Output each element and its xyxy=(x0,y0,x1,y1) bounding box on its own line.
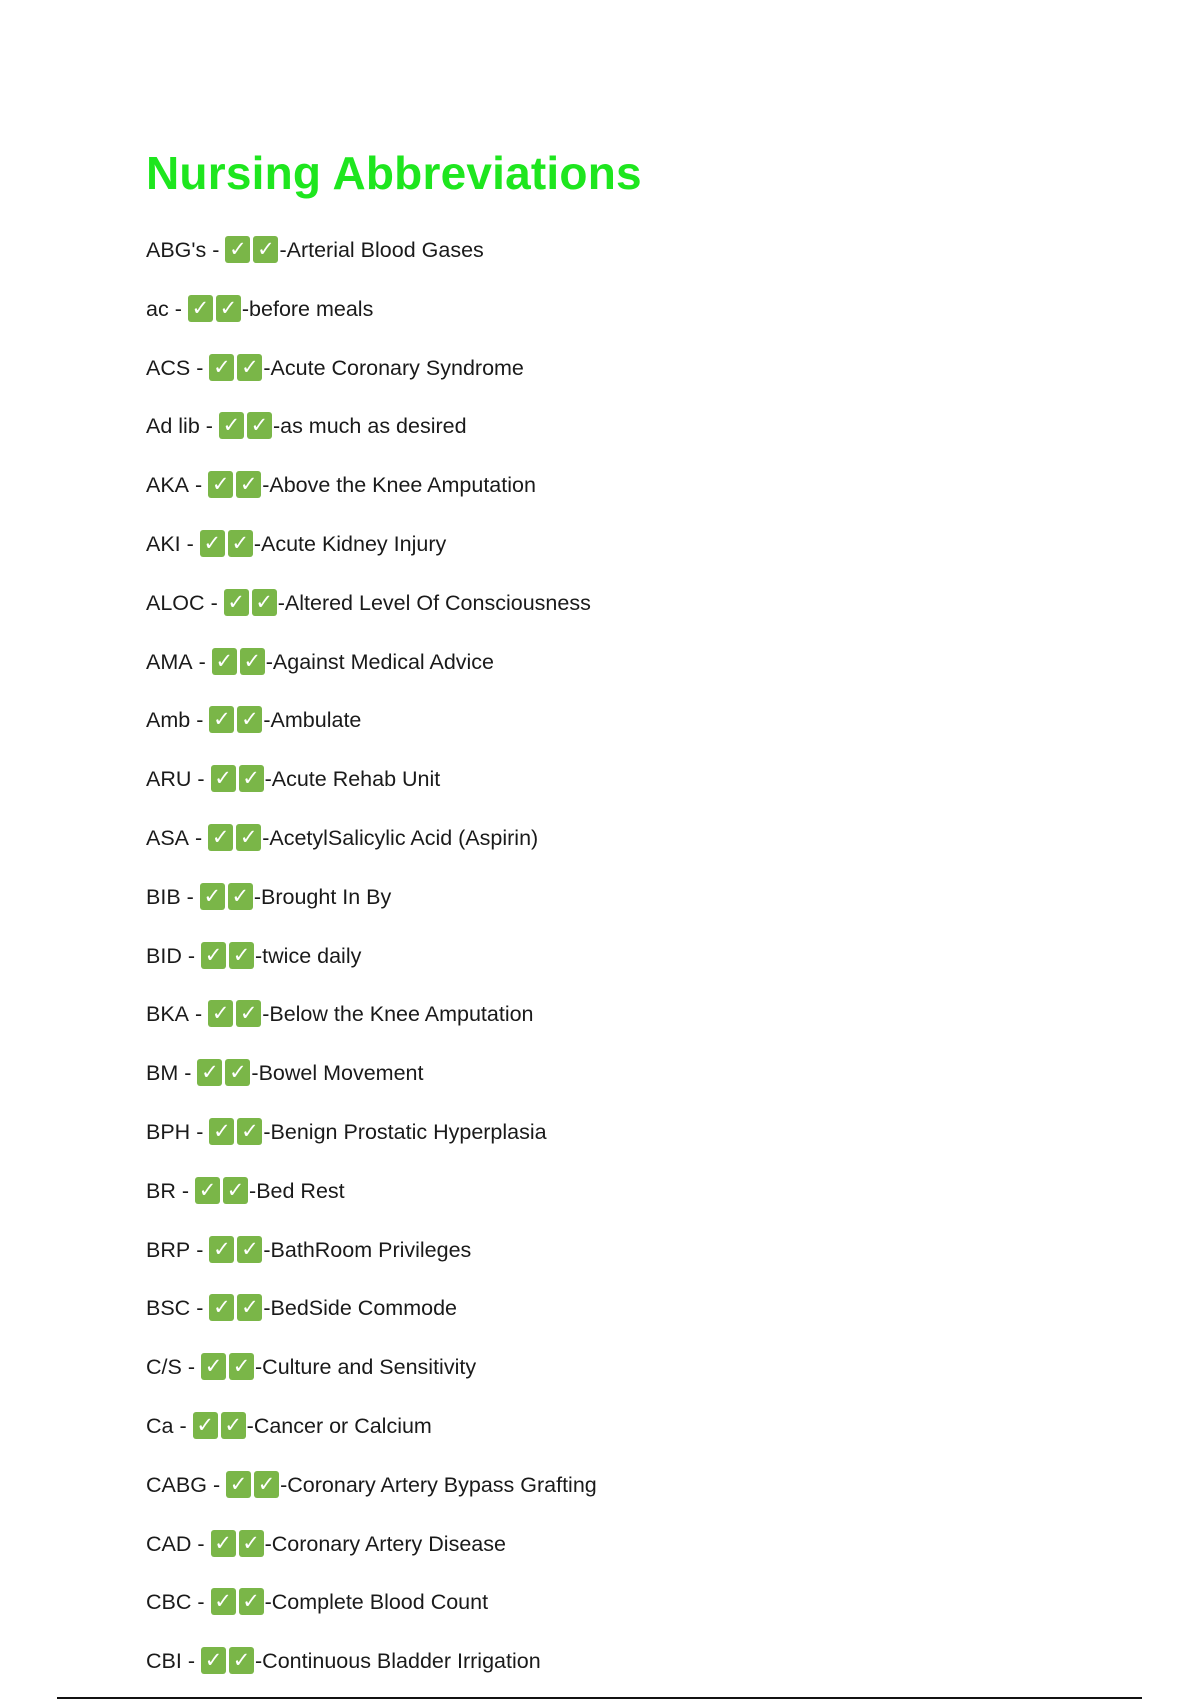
separator-dash: - xyxy=(195,825,203,850)
list-item xyxy=(146,1236,597,1295)
separator-dash: - xyxy=(187,943,196,968)
check-mark-icon: ✓ xyxy=(224,589,249,616)
list-item xyxy=(146,295,597,354)
check-mark-icon: ✓ xyxy=(209,1236,234,1263)
check-mark-icon: ✓ xyxy=(219,412,244,439)
abbreviation-term: BRP xyxy=(146,1237,191,1262)
check-mark-icon: ✓ xyxy=(237,354,262,381)
abbreviation-definition: -before meals xyxy=(241,296,374,321)
separator-dash: - xyxy=(198,649,206,674)
check-mark-icon: ✓ xyxy=(236,824,261,851)
check-mark-icon: ✓ xyxy=(252,589,277,616)
abbreviation-definition: -Against Medical Advice xyxy=(265,649,495,674)
separator-dash: - xyxy=(212,238,220,262)
abbreviation-term: CBC xyxy=(146,1590,192,1615)
check-mark-icon: ✓ xyxy=(237,1118,262,1145)
check-mark-icon: ✓ xyxy=(211,1588,236,1615)
list-item xyxy=(146,765,597,824)
list-item xyxy=(146,236,597,295)
separator-dash: - xyxy=(179,1413,187,1438)
check-mark-icon: ✓ xyxy=(216,295,241,322)
separator-dash: - xyxy=(212,1472,221,1497)
abbreviation-definition: -as much as desired xyxy=(272,414,467,439)
list-item xyxy=(146,1588,597,1647)
separator-dash: - xyxy=(195,1002,203,1027)
check-mark-icon: ✓ xyxy=(239,1588,264,1615)
abbreviation-definition: -Acute Coronary Syndrome xyxy=(263,355,524,380)
check-mark-icon: ✓ xyxy=(200,530,225,557)
abbreviation-term: C/S xyxy=(146,1355,182,1380)
abbreviation-term: Ad lib xyxy=(146,414,200,439)
separator-dash: - xyxy=(196,708,204,733)
abbreviation-definition: -Ambulate xyxy=(263,708,362,733)
check-mark-icon: ✓ xyxy=(208,471,233,498)
abbreviation-term: ARU xyxy=(146,767,192,792)
check-mark-icon: ✓ xyxy=(236,1000,261,1027)
list-item xyxy=(146,1530,597,1589)
list-item xyxy=(146,648,597,707)
abbreviation-term: BIB xyxy=(146,884,181,909)
separator-dash: - xyxy=(184,1061,192,1086)
check-mark-icon: ✓ xyxy=(247,412,272,439)
check-mark-icon: ✓ xyxy=(223,1177,248,1204)
abbreviation-definition: -twice daily xyxy=(255,943,362,968)
abbreviation-definition: -Brought In By xyxy=(253,884,392,909)
check-mark-icon: ✓ xyxy=(229,1353,254,1380)
list-item xyxy=(146,1177,597,1236)
check-mark-icon: ✓ xyxy=(201,942,226,969)
list-item xyxy=(146,1059,597,1118)
abbreviation-term: Ca xyxy=(146,1413,174,1438)
separator-dash: - xyxy=(196,1296,204,1321)
abbreviation-term: AKI xyxy=(146,531,181,556)
abbreviation-term: CABG xyxy=(146,1472,207,1497)
check-mark-icon: ✓ xyxy=(237,1236,262,1263)
check-mark-icon: ✓ xyxy=(195,1177,220,1204)
abbreviation-definition: -Arterial Blood Gases xyxy=(279,238,484,262)
abbreviation-definition: -Coronary Artery Bypass Grafting xyxy=(280,1472,597,1497)
abbreviation-definition: -Coronary Artery Disease xyxy=(264,1531,506,1556)
abbreviation-term: ASA xyxy=(146,825,190,850)
abbreviation-definition: -Continuous Bladder Irrigation xyxy=(255,1649,541,1674)
abbreviation-term: ALOC xyxy=(146,590,205,615)
abbreviation-definition: -Acute Rehab Unit xyxy=(264,767,441,792)
abbreviation-definition: -Acute Kidney Injury xyxy=(253,531,447,556)
check-mark-icon: ✓ xyxy=(209,354,234,381)
list-item xyxy=(146,530,597,589)
check-mark-icon: ✓ xyxy=(228,883,253,910)
check-mark-icon: ✓ xyxy=(211,1530,236,1557)
check-mark-icon: ✓ xyxy=(239,765,264,792)
abbreviation-term: BID xyxy=(146,943,182,968)
separator-dash: - xyxy=(210,590,218,615)
abbreviation-term: BR xyxy=(146,1178,176,1203)
separator-dash: - xyxy=(187,1649,196,1674)
separator-dash: - xyxy=(196,355,204,380)
abbreviation-definition: -Benign Prostatic Hyperplasia xyxy=(263,1119,547,1144)
abbreviation-term: CAD xyxy=(146,1531,192,1556)
abbreviation-list xyxy=(146,236,597,1706)
check-mark-icon: ✓ xyxy=(211,765,236,792)
abbreviation-definition: -Culture and Sensitivity xyxy=(255,1355,477,1380)
check-mark-icon: ✓ xyxy=(209,706,234,733)
separator-dash: - xyxy=(186,531,194,556)
check-mark-icon: ✓ xyxy=(212,648,237,675)
list-item xyxy=(146,1000,597,1059)
check-mark-icon: ✓ xyxy=(209,1294,234,1321)
abbreviation-term: AMA xyxy=(146,649,193,674)
footer-divider xyxy=(57,1697,1142,1699)
list-item xyxy=(146,412,597,471)
check-mark-icon: ✓ xyxy=(200,883,225,910)
check-mark-icon: ✓ xyxy=(239,1530,264,1557)
abbreviation-definition: -BedSide Commode xyxy=(263,1296,457,1321)
separator-dash: - xyxy=(181,1178,190,1203)
check-mark-icon: ✓ xyxy=(209,1118,234,1145)
abbreviation-definition: -AcetylSalicylic Acid (Aspirin) xyxy=(262,825,539,850)
check-mark-icon: ✓ xyxy=(201,1353,226,1380)
check-mark-icon: ✓ xyxy=(237,1294,262,1321)
check-mark-icon: ✓ xyxy=(236,471,261,498)
abbreviation-term: BKA xyxy=(146,1002,190,1027)
check-mark-icon: ✓ xyxy=(225,236,250,263)
list-item xyxy=(146,824,597,883)
list-item xyxy=(146,471,597,530)
check-mark-icon: ✓ xyxy=(193,1412,218,1439)
check-mark-icon: ✓ xyxy=(221,1412,246,1439)
check-mark-icon: ✓ xyxy=(197,1059,222,1086)
separator-dash: - xyxy=(205,414,213,439)
list-item xyxy=(146,883,597,942)
abbreviation-term: BSC xyxy=(146,1296,191,1321)
check-mark-icon: ✓ xyxy=(208,824,233,851)
abbreviation-term: ACS xyxy=(146,355,191,380)
abbreviation-term: BPH xyxy=(146,1119,191,1144)
abbreviation-definition: -BathRoom Privileges xyxy=(263,1237,472,1262)
list-item xyxy=(146,354,597,413)
abbreviation-term: CBI xyxy=(146,1649,182,1674)
abbreviation-definition: -Bed Rest xyxy=(249,1178,345,1203)
abbreviation-definition: -Above the Knee Amputation xyxy=(262,473,536,498)
abbreviation-definition: -Bowel Movement xyxy=(251,1061,424,1086)
check-mark-icon: ✓ xyxy=(240,648,265,675)
check-mark-icon: ✓ xyxy=(228,530,253,557)
list-item xyxy=(146,589,597,648)
check-mark-icon: ✓ xyxy=(208,1000,233,1027)
check-mark-icon: ✓ xyxy=(201,1647,226,1674)
abbreviation-term: BM xyxy=(146,1061,179,1086)
check-mark-icon: ✓ xyxy=(188,295,213,322)
check-mark-icon: ✓ xyxy=(229,1647,254,1674)
list-item xyxy=(146,1294,597,1353)
check-mark-icon: ✓ xyxy=(226,1471,251,1498)
abbreviation-term: ac xyxy=(146,296,169,321)
abbreviation-definition: -Cancer or Calcium xyxy=(246,1413,432,1438)
separator-dash: - xyxy=(186,884,194,909)
list-item xyxy=(146,942,597,1001)
check-mark-icon: ✓ xyxy=(225,1059,250,1086)
check-mark-icon: ✓ xyxy=(237,706,262,733)
separator-dash: - xyxy=(187,1355,196,1380)
separator-dash: - xyxy=(174,296,182,321)
check-mark-icon: ✓ xyxy=(229,942,254,969)
separator-dash: - xyxy=(197,767,205,792)
list-item xyxy=(146,1412,597,1471)
abbreviation-definition: -Altered Level Of Consciousness xyxy=(277,590,591,615)
separator-dash: - xyxy=(196,1237,204,1262)
separator-dash: - xyxy=(197,1590,205,1615)
check-mark-icon: ✓ xyxy=(253,236,278,263)
abbreviation-term: ABG's xyxy=(146,238,207,262)
list-item xyxy=(146,1471,597,1530)
list-item xyxy=(146,706,597,765)
abbreviation-definition: -Below the Knee Amputation xyxy=(262,1002,534,1027)
separator-dash: - xyxy=(196,1119,204,1144)
page-title: Nursing Abbreviations xyxy=(146,147,642,199)
abbreviation-term: AKA xyxy=(146,473,190,498)
list-item xyxy=(146,1353,597,1412)
separator-dash: - xyxy=(195,473,203,498)
check-mark-icon: ✓ xyxy=(254,1471,279,1498)
list-item xyxy=(146,1118,597,1177)
abbreviation-term: Amb xyxy=(146,708,191,733)
abbreviation-definition: -Complete Blood Count xyxy=(264,1590,489,1615)
separator-dash: - xyxy=(197,1531,205,1556)
